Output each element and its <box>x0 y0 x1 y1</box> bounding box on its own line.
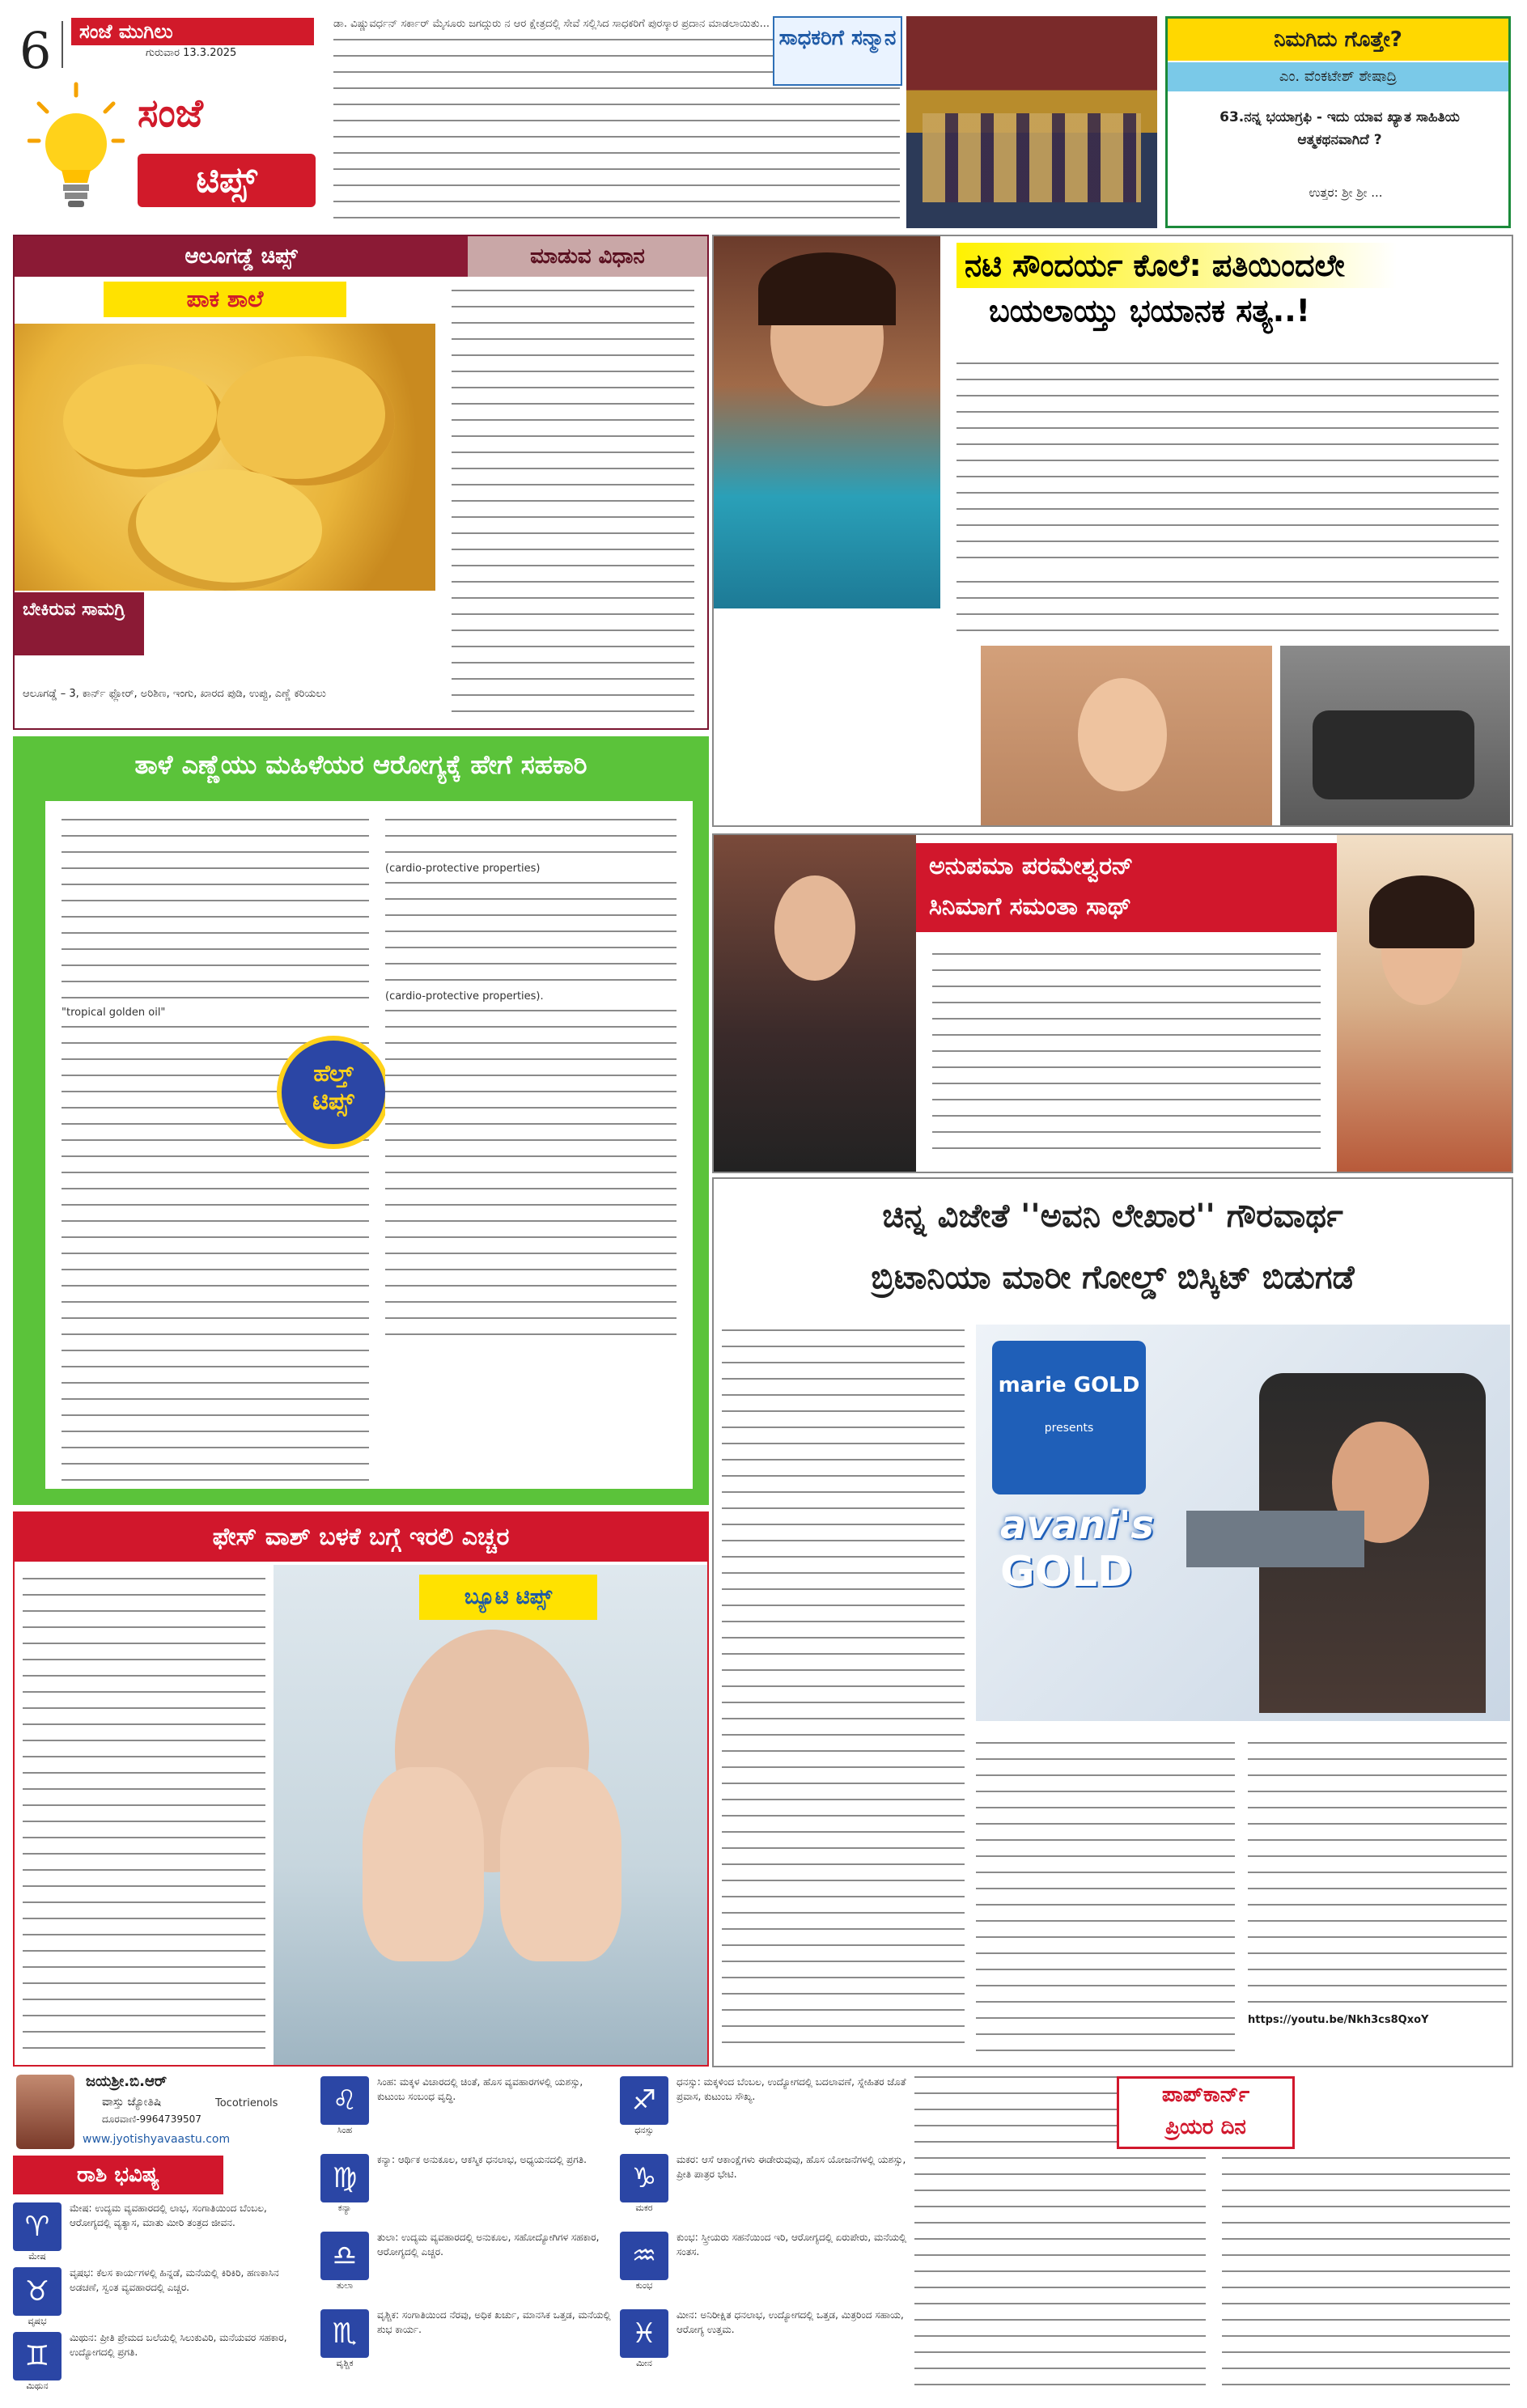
biscuit-section <box>712 1177 1513 2067</box>
samantha-title-line2: ಸಿನಿಮಾಗೆ ಸಮಂತಾ ಸಾಥ್ <box>929 892 1131 921</box>
zodiac-sign-name: ಧನಸ್ಸು <box>634 2125 654 2135</box>
ad-pack-name-line1: avani's <box>1000 1503 1154 1548</box>
palm-oil-badge-line2: ಟಿಪ್ಸ್ <box>312 1087 354 1116</box>
zodiac-forecast: ಧನಸ್ಸು: ಮಕ್ಕಳಿಂದ ಬೆಂಬಲ, ಉದ್ಯೋಗದಲ್ಲಿ ಬದಲಾವಣೆ, ಸ್ನೇಹಿತರ ಜೊತೆ ಪ್ರವಾಸ, ಕುಟುಂಬ ಸೌಖ್ಯ. <box>677 2076 906 2102</box>
zodiac-forecast: ಮೇಷ: ಉದ್ಯಮ ವ್ಯವಹಾರದಲ್ಲಿ ಲಾಭ, ಸಂಗಾತಿಯಿಂದ ಬೆಂಬಲ, ಆರೋಗ್ಯದಲ್ಲಿ ವ್ಯತ್ಯಾಸ, ಮಾತು ಮೀರಿ ತಂತ್ರದ ಜೀವನ. <box>70 2202 267 2228</box>
recipe-ingredients-label: ಬೇಕಿರುವ ಸಾಮಗ್ರಿ <box>15 592 144 655</box>
zodiac-icon: ♐ <box>620 2076 668 2125</box>
face-wash-section <box>13 1511 709 2067</box>
recipe-method-label: ಮಾಡುವ ವಿಧಾನ <box>468 236 707 277</box>
popcorn-title-line1: ಪಾಪ್‌ಕಾರ್ನ್ <box>1161 2083 1250 2107</box>
zodiac-icon: ♏ <box>320 2309 369 2358</box>
horoscope-sign <box>13 2201 304 2262</box>
zodiac-sign-name: ಕುಂಭ <box>635 2280 653 2291</box>
zodiac-forecast: ಕನ್ಯಾ: ಆರ್ಥಿಕ ಅನುಕೂಲ, ಆಕಸ್ಮಿಕ ಧನಲಾಭ, ಅಧ್ಯಯನದಲ್ಲಿ ಪ್ರಗತಿ. <box>377 2154 587 2165</box>
popcorn-title <box>1117 2076 1295 2149</box>
palm-oil-headline: ತಾಳೆ ಎಣ್ಣೆಯು ಮಹಿಳೆಯರ ಆರೋಗ್ಯಕ್ಕೆ ಹೇಗೆ ಸಹಕಾರಿ <box>134 749 587 780</box>
zodiac-sign-name: ಮೇಷ <box>28 2251 46 2262</box>
popcorn-section <box>914 2071 1513 2395</box>
zodiac-forecast: ಮೀನ: ಅನಿರೀಕ್ಷಿತ ಧನಲಾಭ, ಉದ್ಯೋಗದಲ್ಲಿ ಒತ್ತಡ, ಮಿತ್ರರಿಂದ ಸಹಾಯ, ಆರೋಗ್ಯ ಉತ್ತಮ. <box>677 2309 904 2335</box>
horoscope-sign <box>620 2230 911 2304</box>
horoscope-sign <box>320 2075 612 2149</box>
quiz-box <box>1165 16 1511 228</box>
face-wash-headline: ಫೇಸ್ ವಾಶ್ ಬಳಕೆ ಬಗ್ಗೆ ಇರಲಿ ಎಚ್ಚರ <box>15 1513 707 1562</box>
palm-oil-term1: "tropical golden oil" <box>62 1007 166 1019</box>
popcorn-title-line2: ಪ್ರಿಯರ ದಿನ <box>1165 2115 1246 2139</box>
zodiac-forecast: ಕುಂಭ: ಸ್ತ್ರೀಯರು ಸಹನೆಯಿಂದ ಇರಿ, ಆರೋಗ್ಯದಲ್ಲಿ ಏರುಪೇರು, ಮನೆಯಲ್ಲಿ ಸಂತಸ. <box>677 2232 907 2258</box>
honor-intro: ಡಾ. ವಿಷ್ಣುವರ್ಧನ್ ಸರ್ಕಾರ್ ಮೈಸೂರು ಜಗದ್ಗುರು ನ ಆರ ಕ್ಷೇತ್ರದಲ್ಲಿ ಸೇವೆ ಸಲ್ಲಿಸಿದ ಸಾಧಕರಿಗೆ ಪುರಸ್ಕಾರ ಪ್ರದಾನ ಮಾಡಲಾಯಿತು... <box>333 18 770 30</box>
avani-ad-photo <box>976 1325 1510 1721</box>
quiz-title: ನಿಮಗಿದು ಗೊತ್ತೇ? <box>1168 19 1508 61</box>
actress-photo-2 <box>981 646 1272 825</box>
horoscope-sign <box>13 2266 304 2327</box>
popcorn-article-col2 <box>1222 2152 1510 2392</box>
zodiac-sign-name: ತುಲಾ <box>336 2280 354 2291</box>
face-wash-photo <box>274 1565 707 2065</box>
recipe-section-label: ಪಾಕ ಶಾಲೆ <box>104 282 346 317</box>
zodiac-icon: ♍ <box>320 2154 369 2202</box>
palm-oil-term2: (cardio-protective properties) <box>385 863 541 875</box>
page-number: 6 <box>19 21 52 80</box>
horoscope-sign <box>620 2152 911 2227</box>
section-title-sanje: ಸಂಜೆ <box>138 91 203 136</box>
horoscope-sign <box>320 2308 612 2382</box>
biscuit-article-col3 <box>1248 1737 1507 2053</box>
samantha-title <box>916 843 1337 932</box>
samantha-article <box>932 948 1321 1159</box>
ad-pack-presents: presents <box>1044 1422 1094 1435</box>
zodiac-sign-name: ಸಿಂಹ <box>337 2125 353 2135</box>
horoscope-title: ರಾಶಿ ಭವಿಷ್ಯ <box>13 2156 223 2194</box>
palm-oil-term3: (cardio-protective properties). <box>385 990 544 1003</box>
zodiac-icon: ♑ <box>620 2154 668 2202</box>
bulb-icon <box>28 79 125 225</box>
astrologer-website[interactable]: www.jyotishyavaastu.com <box>83 2133 231 2146</box>
samantha-section <box>712 833 1513 1173</box>
quiz-answer: ಉತ್ತರ: ಶ್ರೀ ಶ್ರೀ ... <box>1309 185 1383 200</box>
palm-oil-badge-line1: ಹೆಲ್ತ್ <box>313 1060 354 1087</box>
quiz-author: ಎಂ. ವೆಂಕಟೇಶ್ ಶೇಷಾದ್ರಿ <box>1168 62 1508 91</box>
zodiac-sign-name: ವೃಷಭ <box>28 2316 47 2326</box>
zodiac-forecast: ಮಕರ: ಆಸೆ ಆಕಾಂಕ್ಷೆಗಳು ಈಡೇರುವುವು, ಹೊಸ ಯೋಜನೆಗಳಲ್ಲಿ ಯಶಸ್ಸು, ಪ್ರೀತಿ ಪಾತ್ರರ ಭೇಟಿ. <box>677 2154 906 2180</box>
palm-oil-term4: Tocotrienols <box>215 2097 278 2109</box>
astrologer-title: ವಾಸ್ತು ಜ್ಯೋತಿಷಿ <box>102 2096 162 2109</box>
actress-portrait <box>714 236 940 608</box>
zodiac-forecast: ಮಿಥುನ: ಪ್ರೀತಿ ಪ್ರೇಮದ ಬಲೆಯಲ್ಲಿ ಸಿಲುಕುವಿರಿ, ಮನೆಯವರ ಸಹಕಾರ, ಉದ್ಯೋಗದಲ್ಲಿ ಪ್ರಗತಿ. <box>70 2332 287 2358</box>
actress-article <box>956 358 1499 560</box>
face-wash-badge: ಬ್ಯೂಟಿ ಟಿಪ್ಸ್ <box>419 1575 597 1620</box>
palm-oil-badge <box>277 1036 390 1149</box>
zodiac-icon: ♉ <box>13 2267 62 2316</box>
actress-headline <box>956 243 1507 338</box>
recipe-section <box>13 235 709 730</box>
astrologer-card <box>13 2071 320 2152</box>
recipe-method-text <box>452 285 694 722</box>
recipe-title: ಆಲೂಗಡ್ಡೆ ಚಿಪ್ಸ್ <box>15 236 468 277</box>
zodiac-sign-name: ಮಿಥುನ <box>26 2380 49 2391</box>
quiz-question: 63.ನನ್ನ ಭಯಾಗ್ರಫಿ - ಇದು ಯಾವ ಖ್ಯಾತ ಸಾಹಿತಿಯ ಆತ್ಮಕಥನವಾಗಿದೆ ? <box>1219 109 1460 148</box>
palm-oil-col2 <box>385 814 677 1486</box>
honor-title: ಸಾಧಕರಿಗೆ ಸನ್ಮಾನ <box>773 16 902 86</box>
ad-pack-brand: marie GOLD <box>998 1373 1140 1397</box>
zodiac-sign-name: ಮೀನ <box>636 2358 652 2368</box>
zodiac-forecast: ವೃಶ್ಚಿಕ: ಸಂಗಾತಿಯಿಂದ ನೆರವು, ಅಧಿಕ ಖರ್ಚು, ಮಾನಸಿಕ ಒತ್ತಡ, ಮನೆಯಲ್ಲಿ ಶುಭ ಕಾರ್ಯ. <box>377 2309 611 2335</box>
honor-photo <box>906 16 1157 228</box>
zodiac-icon: ♌ <box>320 2076 369 2125</box>
zodiac-sign-name: ಮಕರ <box>635 2202 653 2213</box>
section-title-tips: ಟಿಪ್ಸ್ <box>138 154 316 207</box>
horoscope-sign <box>320 2152 612 2227</box>
biscuit-link[interactable]: https://youtu.be/Nkh3cs8QxoY <box>1248 2014 1429 2026</box>
samantha-title-line1: ಅನುಪಮಾ ಪರಮೇಶ್ವರನ್ <box>929 852 1134 880</box>
avatar <box>16 2075 74 2149</box>
biscuit-headline <box>714 1179 1512 1313</box>
recipe-ingredients-text: ಆಲೂಗಡ್ಡೆ – 3, ಕಾರ್ನ್ ಫ್ಲೋರ್, ಅರಿಶಿಣ, ಇಂಗು, ಖಾರದ ಪುಡಿ, ಉಪ್ಪು, ಎಣ್ಣೆ ಕರಿಯಲು <box>23 688 326 700</box>
zodiac-icon: ♒ <box>620 2232 668 2280</box>
anupama-photo <box>1337 835 1512 1172</box>
zodiac-forecast: ಸಿಂಹ: ಮಕ್ಕಳ ವಿಚಾರದಲ್ಲಿ ಚಿಂತೆ, ಹೊಸ ವ್ಯವಹಾರಗಳಲ್ಲಿ ಯಶಸ್ಸು, ಕುಟುಂಬ ಸಂಬಂಧ ವೃದ್ಧಿ. <box>377 2076 583 2102</box>
biscuit-headline-line1: ಚಿನ್ನ ವಿಜೇತೆ ''ಅವನಿ ಲೇಖಾರ'' ಗೌರವಾರ್ಥ <box>882 1198 1343 1235</box>
zodiac-forecast: ತುಲಾ: ಉದ್ಯಮ ವ್ಯವಹಾರದಲ್ಲಿ ಅನುಕೂಲ, ಸಹೋದ್ಯೋಗಿಗಳ ಸಹಕಾರ, ಆರೋಗ್ಯದಲ್ಲಿ ಎಚ್ಚರ. <box>377 2232 600 2258</box>
horoscope-section <box>13 2071 911 2395</box>
biscuit-article-col1 <box>722 1325 965 2053</box>
zodiac-sign-name: ಕನ್ಯಾ <box>337 2202 352 2213</box>
paper-name: ಸಂಜೆ ಮುಗಿಲು <box>71 18 314 45</box>
zodiac-icon: ♓ <box>620 2309 668 2358</box>
actress-headline-line2: ಬಯಲಾಯ್ತು ಭಯಾನಕ ಸತ್ಯ..! <box>989 293 1310 329</box>
astrologer-name: ಜಯಶ್ರೀ.ಬಿ.ಆರ್ <box>86 2073 168 2090</box>
actress-article-2 <box>956 576 1499 641</box>
actress-headline-line1: ನಟಿ ಸೌಂದರ್ಯ ಕೊಲೆ: ಪತಿಯಿಂದಲೇ <box>956 243 1507 288</box>
crash-photo <box>1280 646 1510 825</box>
horoscope-sign <box>620 2075 911 2149</box>
zodiac-sign-name: ವೃಶ್ಚಿಕ <box>336 2358 354 2368</box>
masthead <box>16 16 324 228</box>
horoscope-sign <box>13 2330 304 2392</box>
zodiac-forecast: ವೃಷಭ: ಕೆಲಸ ಕಾರ್ಯಗಳಲ್ಲಿ ಹಿನ್ನಡೆ, ಮನೆಯಲ್ಲಿ ಕಿರಿಕಿರಿ, ಹಣಕಾಸಿನ ಅಡಚಣೆ, ಸ್ವಂತ ವ್ಯವಹಾರದಲ್ಲಿ ಎಚ್ಚರ. <box>70 2267 279 2293</box>
zodiac-icon: ♎ <box>320 2232 369 2280</box>
face-wash-article <box>23 1573 265 2058</box>
astrologer-phone: ದೂರವಾಣಿ-9964739507 <box>102 2113 201 2125</box>
horoscope-sign <box>620 2308 911 2382</box>
samantha-photo <box>714 835 916 1172</box>
ad-pack-name-line2: GOLD <box>1000 1548 1133 1596</box>
issue-date: ಗುರುವಾರ 13.3.2025 <box>146 47 237 59</box>
zodiac-icon: ♈ <box>13 2202 62 2251</box>
palm-oil-col1 <box>62 814 369 1486</box>
biscuit-headline-line2: ಬ್ರಿಟಾನಿಯಾ ಮಾರೀ ಗೋಲ್ಡ್ ಬಿಸ್ಕಿಟ್ ಬಿಡುಗಡೆ <box>871 1259 1355 1296</box>
zodiac-icon: ♊ <box>13 2332 62 2380</box>
biscuit-article-col2 <box>976 1737 1235 2053</box>
horoscope-sign <box>320 2230 612 2304</box>
chips-photo <box>15 324 435 591</box>
actress-section <box>712 235 1513 827</box>
